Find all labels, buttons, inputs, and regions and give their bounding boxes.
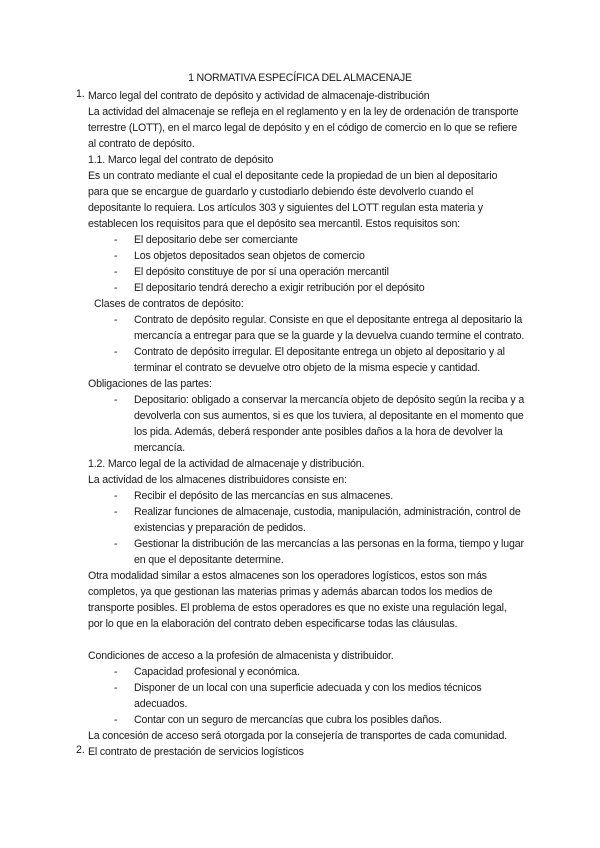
- list-item-text: Realizar funciones de almacenaje, custodia, manipulación, administración, control de: [134, 506, 521, 518]
- clases-list: [70, 312, 540, 376]
- dash-bullet: -: [114, 506, 118, 518]
- list-item: [70, 392, 540, 408]
- list-item-text: Contar con un seguro de mercancías que cubra los posibles daños.: [134, 714, 442, 726]
- dash-bullet: -: [114, 346, 118, 358]
- item-1-heading: Marco legal del contrato de depósito y actividad de almacenaje-distribución: [88, 90, 430, 102]
- list-item-text: El depósito constituye de por sí una operación mercantil: [134, 266, 389, 278]
- item-2-number: 2.: [76, 744, 85, 756]
- text-line: al contrato de depósito.: [88, 138, 195, 150]
- dash-bullet: -: [114, 250, 118, 262]
- list-item-text: Contrato de depósito regular. Consiste en que el depositante entrega al depositario la: [134, 314, 523, 326]
- list-item-text: Recibir el depósito de las mercancías en sus almacenes.: [134, 490, 394, 502]
- actividades-list: [70, 488, 540, 568]
- dash-bullet: -: [114, 682, 118, 694]
- list-item-text: El depositario tendrá derecho a exigir retribución por el depósito: [134, 282, 425, 294]
- document-body: [70, 88, 540, 744]
- item-2-heading: El contrato de prestación de servicios logísticos: [88, 746, 304, 758]
- dash-bullet: -: [114, 314, 118, 326]
- requisitos-list: [70, 232, 540, 296]
- list-item: [70, 504, 540, 520]
- list-item: [70, 664, 540, 680]
- condiciones-list: [70, 664, 540, 728]
- dash-bullet: -: [114, 714, 118, 726]
- list-item-continuation: existencias y preparación de pedidos.: [134, 522, 306, 534]
- intro-paragraph: [70, 104, 540, 152]
- list-item: [70, 488, 540, 504]
- list-item: [70, 264, 540, 280]
- list-item-continuation: mercancía a entregar para que se la guarde y la devuelva cuando termine el contrato.: [134, 330, 525, 342]
- list-item-continuation: terminar el contrato se devuelve otro objeto de la misma especie y cantidad.: [134, 362, 481, 374]
- dash-bullet: -: [114, 490, 118, 502]
- text-line: terrestre (LOTT), en el marco legal de depósito y en el código de comercio en lo que se refiere: [88, 122, 518, 134]
- list-item-text: Capacidad profesional y económica.: [134, 666, 300, 678]
- condiciones-heading: Condiciones de acceso a la profesión de almacenista y distribuidor.: [88, 650, 394, 662]
- list-item-continuation: en que el depositante determine.: [134, 554, 284, 566]
- list-item-continuation: adecuados.: [134, 698, 188, 710]
- text-line: depositante lo requiera. Los artículos 303 y siguientes del LOTT regulan esta materia y: [88, 202, 483, 214]
- section-1-1-heading: 1.1. Marco legal del contrato de depósito: [88, 154, 274, 166]
- obligaciones-heading: Obligaciones de las partes:: [88, 378, 212, 390]
- text-line: por lo que en la elaboración del contrato deben especificarse todas las cláusulas.: [88, 618, 458, 630]
- text-line: establecen los requisitos para que el depósito sea mercantil. Estos requisitos son:: [88, 218, 461, 230]
- text-line: completos, ya que gestionan las materias primas y además abarcan todos los medios de: [88, 586, 493, 598]
- blank-line: [70, 632, 540, 648]
- list-item-text: Gestionar la distribución de las mercancías a las personas en la forma, tiempo y lugar: [134, 538, 524, 550]
- dash-bullet: -: [114, 266, 118, 278]
- list-item-text: Los objetos depositados sean objetos de comercio: [134, 250, 365, 262]
- dash-bullet: -: [114, 394, 118, 406]
- document-title: 1 NORMATIVA ESPECÍFICA DEL ALMACENAJE: [188, 72, 412, 84]
- clases-heading: Clases de contratos de depósito:: [94, 298, 244, 310]
- dash-bullet: -: [114, 282, 118, 294]
- list-item-continuation: devolverla con sus aumentos, si es que los tuviera, al depositante en el momento que: [134, 410, 524, 422]
- dash-bullet: -: [114, 234, 118, 246]
- section-1-2-intro: La actividad de los almacenes distribuidores consiste en:: [88, 474, 347, 486]
- concesion-text: La concesión de acceso será otorgada por la consejería de transportes de cada comunidad.: [88, 730, 508, 742]
- list-item-text: El depositario debe ser comerciante: [134, 234, 298, 246]
- list-item: [70, 536, 540, 552]
- list-item: [70, 680, 540, 696]
- text-line: Es un contrato mediante el cual el depositante cede la propiedad de un bien al depositario: [88, 170, 498, 182]
- section-1-1-paragraph: [70, 168, 540, 232]
- section-1-2-heading: 1.2. Marco legal de la actividad de almacenaje y distribución.: [88, 458, 365, 470]
- list-item-continuation: mercancía.: [134, 442, 185, 454]
- item-2-block: [70, 744, 540, 760]
- dash-bullet: -: [114, 538, 118, 550]
- list-item: [70, 248, 540, 264]
- text-line: transporte posibles. El problema de estos operadores es que no existe una regulación legal,: [88, 602, 507, 614]
- text-line: La actividad del almacenaje se refleja en el reglamento y en la ley de ordenación de transporte: [88, 106, 519, 118]
- list-item: [70, 344, 540, 360]
- obligaciones-list: [70, 392, 540, 456]
- list-item-text: Contrato de depósito irregular. El depositante entrega un objeto al depositario y al: [134, 346, 505, 358]
- list-item: [70, 712, 540, 728]
- text-line: para que se encargue de guardarlo y custodiarlo debiendo éste devolverlo cuando el: [88, 186, 474, 198]
- list-item: [70, 280, 540, 296]
- dash-bullet: -: [114, 666, 118, 678]
- text-line: Otra modalidad similar a estos almacenes son los operadores logísticos, estos son más: [88, 570, 487, 582]
- list-item-continuation: los pida. Además, deberá responder ante posibles daños a la hora de devolver la: [134, 426, 503, 438]
- list-item-text: Depositario: obligado a conservar la mercancía objeto de depósito según la reciba y a: [134, 394, 525, 406]
- list-item: [70, 232, 540, 248]
- operadores-paragraph: [70, 568, 540, 632]
- list-item-text: Disponer de un local con una superficie adecuada y con los medios técnicos: [134, 682, 482, 694]
- item-1-number: 1.: [76, 88, 85, 100]
- list-item: [70, 312, 540, 328]
